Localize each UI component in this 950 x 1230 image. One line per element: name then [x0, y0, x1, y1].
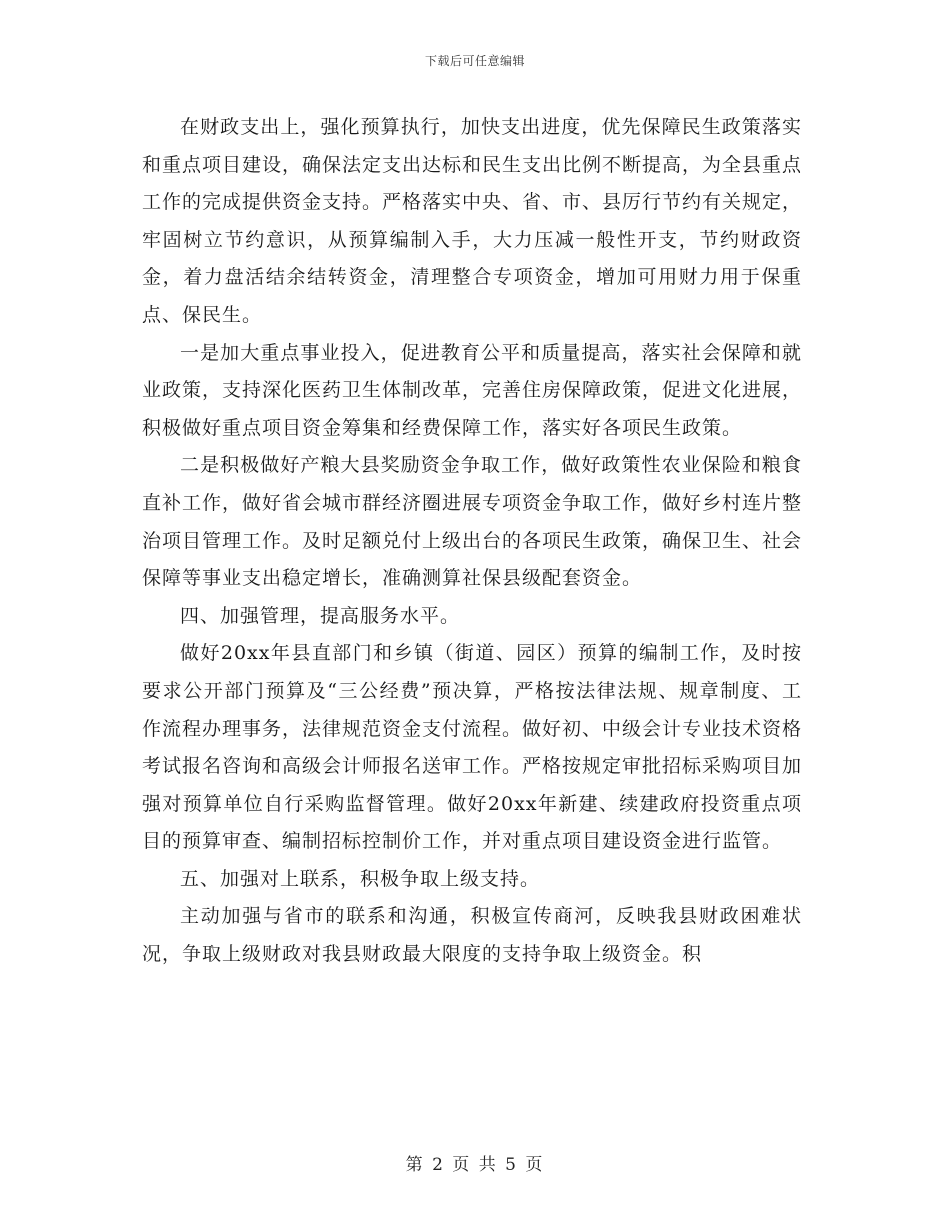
- paragraph-provincial-liaison: 主动加强与省市的联系和沟通，积极宣传商河，反映我县财政困难状况，争取上级财政对我县财政最大限度的支持争取上级资金。积: [142, 905, 802, 966]
- paragraph-budget-compilation: 做好20xx年县直部门和乡镇（街道、园区）预算的编制工作，及时按要求公开部门预算及“三公经费”预决算，严格按法律法规、规章制度、工作流程办理事务，法律规范资金支付流程。做好初、中级会计专业技术资格考试报名咨询和高级会计师报名送审工作。严格按规定审批招标采购项目加强对预算单位自行采购监督管理。做好20xx年新建、续建政府投资重点项目的预算审查、编制招标控制价工作，并对重点项目建设资金进行监管。: [142, 642, 803, 853]
- paragraph-grain-county-funds: 二是积极做好产粮大县奖励资金争取工作，做好政策性农业保险和粮食直补工作，做好省会城市群经济圈进展专项资金争取工作，做好乡村连片整治项目管理工作。及时足额兑付上级出台的各项民生政策，确保卫生、社会保障等事业支出稳定增长，准确测算社保县级配套资金。: [142, 454, 803, 590]
- paragraph-fiscal-expenditure: 在财政支出上，强化预算执行，加快支出进度，优先保障民生政策落实和重点项目建设，确保法定支出达标和民生支出比例不断提高，为全县重点工作的完成提供资金支持。严格落实中央、省、市、县厉行节约有关规定，牢固树立节约意识，从预算编制入手，大力压减一般性开支，节约财政资金，着力盘活结余结转资金，清理整合专项资金，增加可用财力用于保重点、保民生。: [142, 116, 803, 326]
- paragraph-key-investment: 一是加大重点事业投入，促进教育公平和质量提高，落实社会保障和就业政策，支持深化医药卫生体制改革，完善住房保障政策，促进文化进展，积极做好重点项目资金筹集和经费保障工作，落实好各项民生政策。: [142, 341, 803, 439]
- page-number-footer: 第 2 页 共 5 页: [405, 1155, 545, 1175]
- section-heading-management: 四、加强管理，提高服务水平。: [180, 604, 461, 627]
- document-body: [142, 109, 802, 974]
- section-heading-higher-level-support: 五、加强对上联系，积极争取上级支持。: [180, 867, 541, 890]
- page-header: 下载后可任意编辑: [424, 54, 525, 68]
